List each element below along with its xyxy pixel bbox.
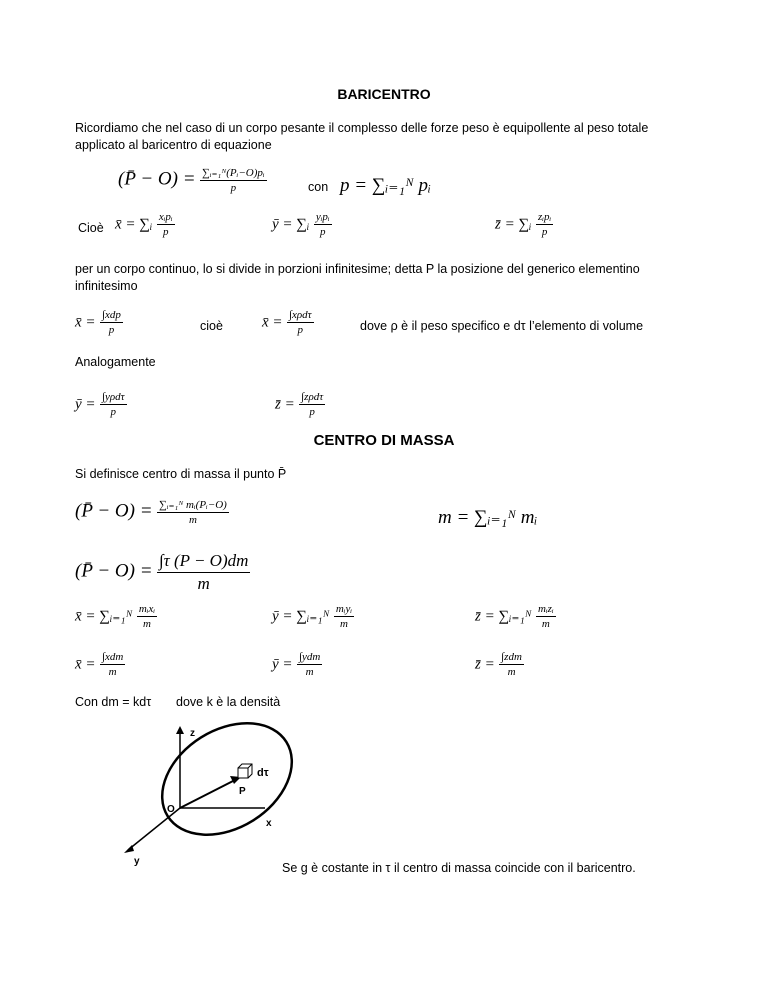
z-num: zᵢpᵢ — [537, 211, 552, 223]
xm-num: mᵢxᵢ — [138, 603, 156, 615]
p-total: p = ∑ᵢ₌₁ᴺ pᵢ — [340, 175, 431, 196]
z-bar-mass — [475, 602, 556, 631]
conclusion-text: Se g è costante in τ il centro di massa coincide con il baricentro. — [282, 861, 636, 875]
mass-center-equation — [75, 498, 229, 527]
eq-fraction — [200, 166, 267, 195]
con-dm: Con dm = kdτ — [75, 695, 152, 709]
ym-lhs: ȳ = ∑ᵢ₌₁ᴺ — [272, 608, 330, 625]
yr-num: ∫yρdτ — [101, 391, 125, 403]
y-bar-discrete — [272, 210, 332, 239]
position-vector — [180, 780, 235, 808]
xi-lhs: x̄ = — [75, 656, 96, 673]
x-den: p — [163, 226, 169, 238]
m-total: m = ∑ᵢ₌₁ᴺ mᵢ — [438, 507, 538, 528]
section-title-centro-massa: CENTRO DI MASSA — [313, 432, 455, 449]
eq2-lhs: (P̄ − O) = — [75, 560, 153, 582]
label-o: O — [167, 804, 175, 815]
continuo-text: per un corpo continuo, lo si divide in porzioni infinitesime; detta P la posizione del generico elementino infinitesimo — [75, 262, 640, 293]
zr-den: p — [309, 406, 315, 418]
con-label: con — [308, 180, 329, 194]
eq-denominator: p — [230, 182, 237, 194]
xr-num: ∫xρdτ — [288, 309, 312, 321]
label-y: y — [134, 856, 140, 867]
yr-lhs: ȳ = — [75, 396, 96, 413]
yi-num: ∫ydm — [298, 651, 321, 663]
xc-num: ∫xdp — [101, 309, 121, 321]
ym-den: m — [340, 618, 348, 630]
y-bar-rho — [75, 390, 127, 419]
y-bar-integral — [272, 650, 322, 679]
yr-den: p — [110, 406, 117, 418]
volume-element-icon — [238, 768, 248, 778]
xm-lhs: x̄ = ∑ᵢ₌₁ᴺ — [75, 608, 133, 625]
zm-num: mᵢzᵢ — [538, 603, 554, 615]
ym-num: mᵢyᵢ — [335, 603, 353, 615]
dove-text: dove ρ è il peso specifico e dτ l’elemento di volume — [360, 319, 644, 333]
x-bar-mass — [75, 602, 157, 631]
z-lhs: z̄ = ∑ᵢ — [495, 216, 532, 233]
eq-numerator: ∑ᵢ₌₁ᴺ(Pᵢ−O)pᵢ — [201, 167, 265, 179]
x-bar-rho — [262, 308, 314, 337]
z-den: p — [541, 226, 548, 238]
label-dtau: dτ — [257, 767, 269, 779]
mass-body-diagram — [110, 722, 310, 872]
label-z: z — [190, 728, 195, 739]
xr-lhs: x̄ = — [262, 314, 283, 331]
zm-lhs: z̄ = ∑ᵢ₌₁ᴺ — [475, 608, 532, 625]
centro-massa-intro: Si definisce centro di massa il punto P̄ — [75, 467, 287, 481]
z-bar-rho — [275, 390, 325, 419]
xm-den: m — [143, 618, 151, 630]
section-title-baricentro: BARICENTRO — [337, 86, 431, 102]
zi-lhs: z̄ = — [475, 656, 495, 673]
y-lhs: ȳ = ∑ᵢ — [272, 216, 310, 233]
x-num: xᵢpᵢ — [158, 211, 173, 223]
analogamente: Analogamente — [75, 355, 156, 369]
yi-lhs: ȳ = — [272, 656, 293, 673]
y-den: p — [320, 226, 326, 238]
z-bar-discrete — [495, 210, 553, 239]
eq1-num: ∑ᵢ₌₁ᴺ mᵢ(Pᵢ−O) — [158, 499, 227, 511]
x-lhs: x̄ = ∑ᵢ — [115, 216, 153, 233]
eq2-num: ∫τ (P − O)dm — [157, 550, 250, 573]
x-bar-continuous — [75, 308, 123, 337]
zr-num: ∫zρdτ — [301, 391, 324, 403]
y-bar-mass — [272, 602, 354, 631]
xi-den: m — [108, 666, 117, 678]
cioe-label: Cioè — [78, 221, 104, 235]
xi-num: ∫xdm — [101, 651, 124, 663]
mass-center-integral — [75, 550, 250, 595]
baricentro-equation — [118, 166, 267, 195]
x-bar-integral — [75, 650, 125, 679]
cioe2-label: cioè — [200, 319, 223, 333]
z-axis-arrow — [176, 726, 184, 734]
zi-num: ∫zdm — [501, 651, 522, 663]
xc-den: p — [108, 324, 115, 336]
densita-text: dove k è la densità — [176, 695, 281, 709]
zi-den: m — [507, 666, 516, 678]
z-bar-integral — [475, 650, 524, 679]
baricentro-intro: Ricordiamo che nel caso di un corpo pesante il complesso delle forze peso è equipollente al peso totale applicato al baricentro di equazione — [75, 121, 649, 152]
eq2-den: m — [197, 574, 210, 593]
zr-lhs: z̄ = — [275, 396, 295, 413]
eq1-den: m — [188, 514, 197, 526]
label-x: x — [266, 818, 272, 829]
yi-den: m — [305, 666, 314, 678]
xc-lhs: x̄ = — [75, 314, 96, 331]
y-num: yᵢpᵢ — [315, 211, 330, 223]
xr-den: p — [297, 324, 304, 336]
label-p: P — [239, 786, 246, 797]
eq-lhs: (P̄ − O) = — [118, 168, 196, 190]
x-bar-discrete — [115, 210, 175, 239]
eq1-lhs: (P̄ − O) = — [75, 500, 153, 522]
body-ellipse — [142, 722, 310, 858]
zm-den: m — [541, 618, 550, 630]
